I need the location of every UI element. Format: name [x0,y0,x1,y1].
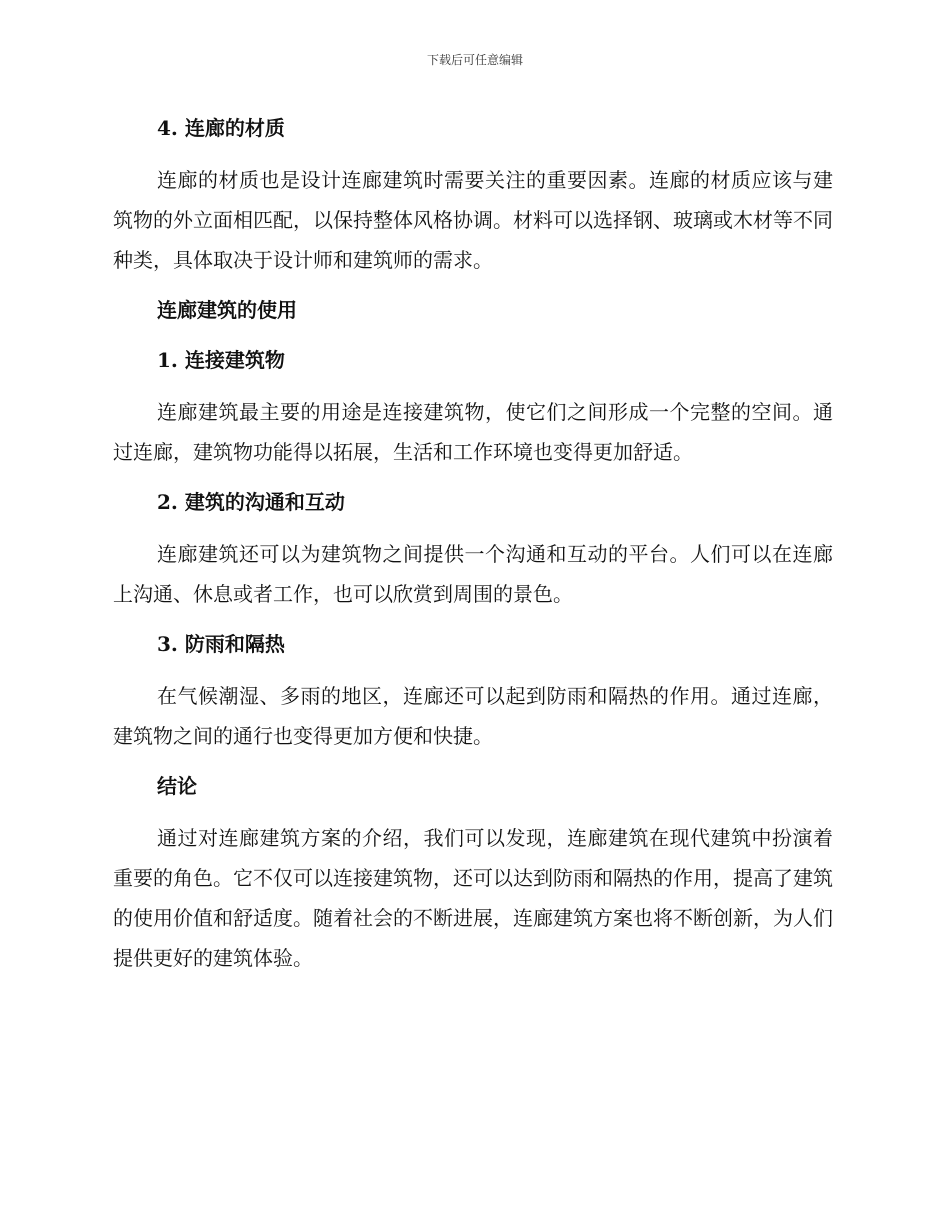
paragraph-communication: 连廊建筑还可以为建筑物之间提供一个沟通和互动的平台。人们可以在连廊上沟通、休息或者工作，也可以欣赏到周围的景色。 [113,542,833,606]
subheading-connect-buildings: 1. 连接建筑物 [157,348,285,372]
section-heading-conclusion: 结论 [157,774,197,798]
section-heading-material: 4. 连廊的材质 [157,116,285,140]
document-body [113,110,833,990]
section-heading-usage: 连廊建筑的使用 [157,298,297,322]
paragraph-material: 连廊的材质也是设计连廊建筑时需要关注的重要因素。连廊的材质应该与建筑物的外立面相匹配，以保持整体风格协调。材料可以选择钢、玻璃或木材等不同种类，具体取决于设计师和建筑师的需求。 [113,168,833,272]
paragraph-rain-heat: 在气候潮湿、多雨的地区，连廊还可以起到防雨和隔热的作用。通过连廊，建筑物之间的通行也变得更加方便和快捷。 [113,684,833,748]
page-header: 下载后可任意编辑 [426,53,523,67]
subheading-rain-heat: 3. 防雨和隔热 [157,632,285,656]
subheading-communication: 2. 建筑的沟通和互动 [157,490,345,514]
paragraph-connect-buildings: 连廊建筑最主要的用途是连接建筑物，使它们之间形成一个完整的空间。通过连廊，建筑物功能得以拓展，生活和工作环境也变得更加舒适。 [113,400,833,464]
paragraph-conclusion: 通过对连廊建筑方案的介绍，我们可以发现，连廊建筑在现代建筑中扮演着重要的角色。它不仅可以连接建筑物，还可以达到防雨和隔热的作用，提高了建筑的使用价值和舒适度。随着社会的不断进展，连廊建筑方案也将不断创新，为人们提供更好的建筑体验。 [113,826,833,970]
